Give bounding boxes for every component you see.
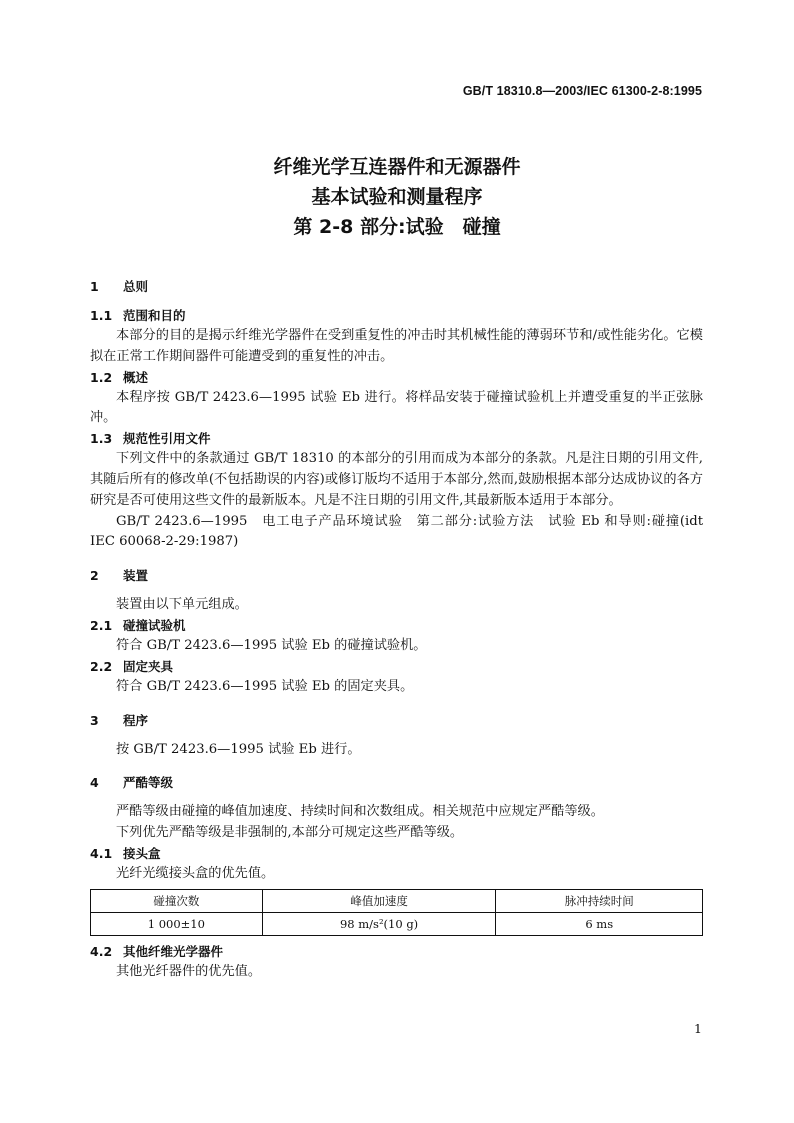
table-cell: 6 ms <box>496 912 703 935</box>
reference-entry: GB/T 2423.6—1995 电工电子产品环境试验 第二部分:试验方法 试验 Eb 和导则:碰撞(idt IEC 60068-2-29:1987) <box>90 513 703 550</box>
paragraph: 本部分的目的是揭示纤维光学器件在受到重复性的冲击时其机械性能的薄弱环节和/或性能劣化。它模拟在正常工作期间器件可能遭受到的重复性的冲击。 <box>90 328 703 364</box>
table-cell: 98 m/s²(10 g) <box>262 912 496 935</box>
section-number: 2.1 <box>90 617 113 633</box>
document-body <box>90 276 703 983</box>
title-line-2: 基本试验和测量程序 <box>311 186 483 208</box>
section-number: 4 <box>90 775 99 791</box>
section-heading-2-1 <box>90 616 703 636</box>
section-heading-2 <box>90 565 703 587</box>
section-number: 2.2 <box>90 658 113 674</box>
document-title <box>0 152 794 242</box>
paragraph: 按 GB/T 2423.6—1995 试验 Eb 进行。 <box>116 741 361 757</box>
paragraph: 严酷等级由碰撞的峰值加速度、持续时间和次数组成。相关规范中应规定严酷等级。 <box>116 804 604 820</box>
section-title: 碰撞试验机 <box>123 617 186 633</box>
section-title: 概述 <box>123 369 149 385</box>
table-header-cell: 碰撞次数 <box>91 889 263 912</box>
paragraph: 本程序按 GB/T 2423.6—1995 试验 Eb 进行。将样品安装于碰撞试验机上并遭受重复的半正弦脉冲。 <box>90 389 703 426</box>
section-number: 1.3 <box>90 431 113 447</box>
paragraph: 下列文件中的条款通过 GB/T 18310 的本部分的引用而成为本部分的条款。凡是注日期的引用文件,其随后所有的修改单(不包括勘误的内容)或修订版均不适用于本部分,然而,鼓励根据本部分达成协议的各方研究是否可使用这些文件的最新版本。凡是不注日期的引用文件,其最新版本适用于本部分。 <box>90 451 703 508</box>
section-title: 严酷等级 <box>123 775 174 791</box>
section-number: 4.2 <box>90 943 113 959</box>
table-cell: 1 000±10 <box>91 912 263 935</box>
section-title: 固定夹具 <box>123 658 174 674</box>
paragraph: 符合 GB/T 2423.6—1995 试验 Eb 的碰撞试验机。 <box>116 637 427 653</box>
table-header-row <box>91 889 703 912</box>
section-heading-3 <box>90 710 703 732</box>
section-number: 4.1 <box>90 845 113 861</box>
paragraph: 其他光纤器件的优先值。 <box>116 963 262 979</box>
section-heading-1-1 <box>90 306 703 326</box>
paragraph: 符合 GB/T 2423.6—1995 试验 Eb 的固定夹具。 <box>116 678 414 694</box>
section-title: 其他纤维光学器件 <box>123 943 224 959</box>
section-heading-1-2 <box>90 368 703 388</box>
section-title: 接头盒 <box>123 845 161 861</box>
table-header-cell: 脉冲持续时间 <box>496 889 703 912</box>
paragraph: 光纤光缆接头盒的优先值。 <box>116 865 275 881</box>
section-number: 1.2 <box>90 369 113 385</box>
standard-number: GB/T 18310.8—2003/IEC 61300-2-8:1995 <box>462 84 702 98</box>
section-heading-4-2 <box>90 942 703 962</box>
paragraph: 下列优先严酷等级是非强制的,本部分可规定这些严酷等级。 <box>116 825 464 841</box>
section-number: 1 <box>90 279 99 294</box>
section-title: 程序 <box>123 712 149 728</box>
title-line-3: 第 2-8 部分:试验 碰撞 <box>293 216 501 238</box>
title-line-1: 纤维光学互连器件和无源器件 <box>273 156 521 178</box>
section-number: 1.1 <box>90 308 113 323</box>
severity-table <box>90 889 703 936</box>
table-row <box>91 912 703 935</box>
section-heading-4 <box>90 772 703 794</box>
section-title: 装置 <box>123 568 149 584</box>
section-number: 2 <box>90 568 99 584</box>
section-heading-4-1 <box>90 844 703 864</box>
section-title: 范围和目的 <box>123 308 186 323</box>
section-title: 规范性引用文件 <box>123 431 211 447</box>
section-heading-1-3 <box>90 429 703 449</box>
section-title: 总则 <box>123 279 149 294</box>
section-heading-2-2 <box>90 657 703 677</box>
section-heading-1 <box>90 276 703 298</box>
section-number: 3 <box>90 712 99 728</box>
table-header-cell: 峰值加速度 <box>262 889 496 912</box>
paragraph: 装置由以下单元组成。 <box>116 597 248 613</box>
page-number: 1 <box>694 1021 702 1036</box>
